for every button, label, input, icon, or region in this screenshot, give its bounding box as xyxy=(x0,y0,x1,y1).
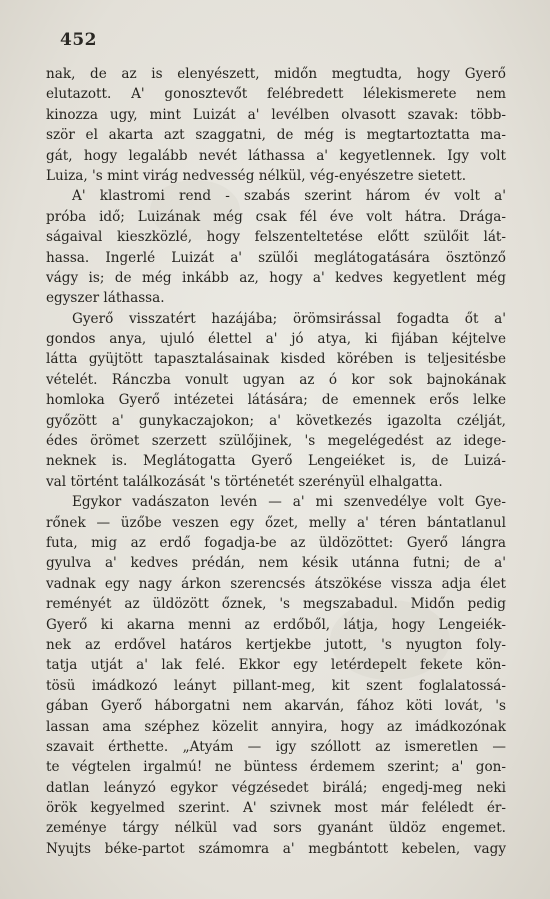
text-line: ságaival kieszközlé, hogy felszenteltetése előtt szülőit lát- xyxy=(46,229,506,246)
text-line: gondos anya, ujuló élettel a' jó atya, ki fijában kéjtelve xyxy=(46,331,506,348)
text-line: tösü imádkozó leányt pillant-meg, kit szent foglalatossá- xyxy=(46,677,506,694)
text-line: gában Gyerő háborgatni nem akarván, fához köti lovát, 's xyxy=(46,698,506,715)
text-line: zeménye tárgy nélkül vad sors gyanánt üldöz engemet. xyxy=(46,820,506,837)
text-line: egyszer láthassa. xyxy=(46,290,165,307)
text-line: vételét. Ránczba vonult ugyan az ó kor sok bajnokának xyxy=(46,371,506,388)
text-line: tatja utját a' lak felé. Ekkor egy letérdepelt fekete kön- xyxy=(46,657,506,674)
text-line: neknek is. Meglátogatta Gyerő Lengeiéket is, de Luizá- xyxy=(46,453,506,470)
text-line: nek az erdővel határos kertjekbe jutott, 's nyugton foly- xyxy=(46,636,506,653)
text-line: győzött a' gunykaczajokon; a' következés igazolta czélját, xyxy=(46,412,506,429)
text-line: hassa. Ingerlé Luizát a' szülői meglátogatására ösztönző xyxy=(46,249,506,266)
text-line: val történt találkozását 's történetét szerényül elhalgatta. xyxy=(46,473,443,490)
text-line: lassan ama széphez közelit annyira, hogy az imádkozónak xyxy=(46,718,506,735)
text-line: elutazott. A' gonosztevőt felébredett lélekismerete nem xyxy=(46,86,506,103)
text-line: próba idő; Luizának még csak fél éve volt hátra. Drága- xyxy=(46,208,506,225)
text-line: rőnek — üzőbe veszen egy őzet, melly a' téren bántatlanul xyxy=(46,514,506,531)
text-line: vadnak egy nagy árkon szerencsés átszökése vissza adja élet xyxy=(46,575,506,592)
text-line: látta gyüjtött tapasztalásainak kisded körében is teljesitésbe xyxy=(46,351,506,368)
text-line: gát, hogy legalább nevét láthassa a' kegyetlennek. Igy volt xyxy=(46,147,506,164)
text-line: reményét az üldözött őznek, 's megszabadul. Midőn pedig xyxy=(46,596,506,613)
text-line: Gyerő ki akarna menni az erdőből, látja, hogy Lengeiék- xyxy=(46,616,506,633)
text-line: Egykor vadászaton levén — a' mi szenvedélye volt Gye- xyxy=(72,494,506,511)
text-line: ször el akarta azt szaggatni, de még is megtartoztatta ma- xyxy=(46,127,506,144)
text-line: A' klastromi rend - szabás szerint három év volt a' xyxy=(72,188,506,205)
text-line: gyulva a' kedves prédán, nem késik utánna futni; de a' xyxy=(46,555,506,572)
text-line: Luiza, 's mint virág nedvesség nélkül, vég-enyészetre sietett. xyxy=(46,167,467,184)
text-line: vágy is; de még inkább az, hogy a' kedves kegyetlent még xyxy=(46,269,506,286)
text-line: nak, de az is elenyészett, midőn megtudta, hogy Gyerő xyxy=(46,66,506,82)
text-line: szavait érthette. „Atyám — igy szóllott az ismeretlen — xyxy=(46,738,506,755)
text-line: örök kegyelmed szerint. A' szivnek most már feléledt ér- xyxy=(46,800,506,817)
text-line: Gyerő visszatért hazájába; örömsirással fogadta őt a' xyxy=(72,310,506,327)
text-line: te végtelen irgalmú! ne büntess érdemem szerint; a' gon- xyxy=(46,759,506,776)
text-line: futa, mig az erdő fogadja-be az üldözöttet: Gyerő lángra xyxy=(46,534,506,551)
text-line: homloka Gyerő intézetei látására; de emennek erős lelke xyxy=(46,392,506,409)
text-line: datlan leányzó egykor végzésedet birálá; engedj-meg neki xyxy=(46,779,506,796)
page-number: 452 xyxy=(60,30,97,50)
text-line: kinozza ugy, mint Luizát a' levélben olvasott szavak: több- xyxy=(46,106,506,123)
text-line: édes örömet szerzett szülőjinek, 's megelégedést az idege- xyxy=(46,433,506,450)
body-text xyxy=(46,64,506,859)
text-line: Nyujts béke-partot számomra a' megbántott kebelen, vagy xyxy=(46,840,506,857)
